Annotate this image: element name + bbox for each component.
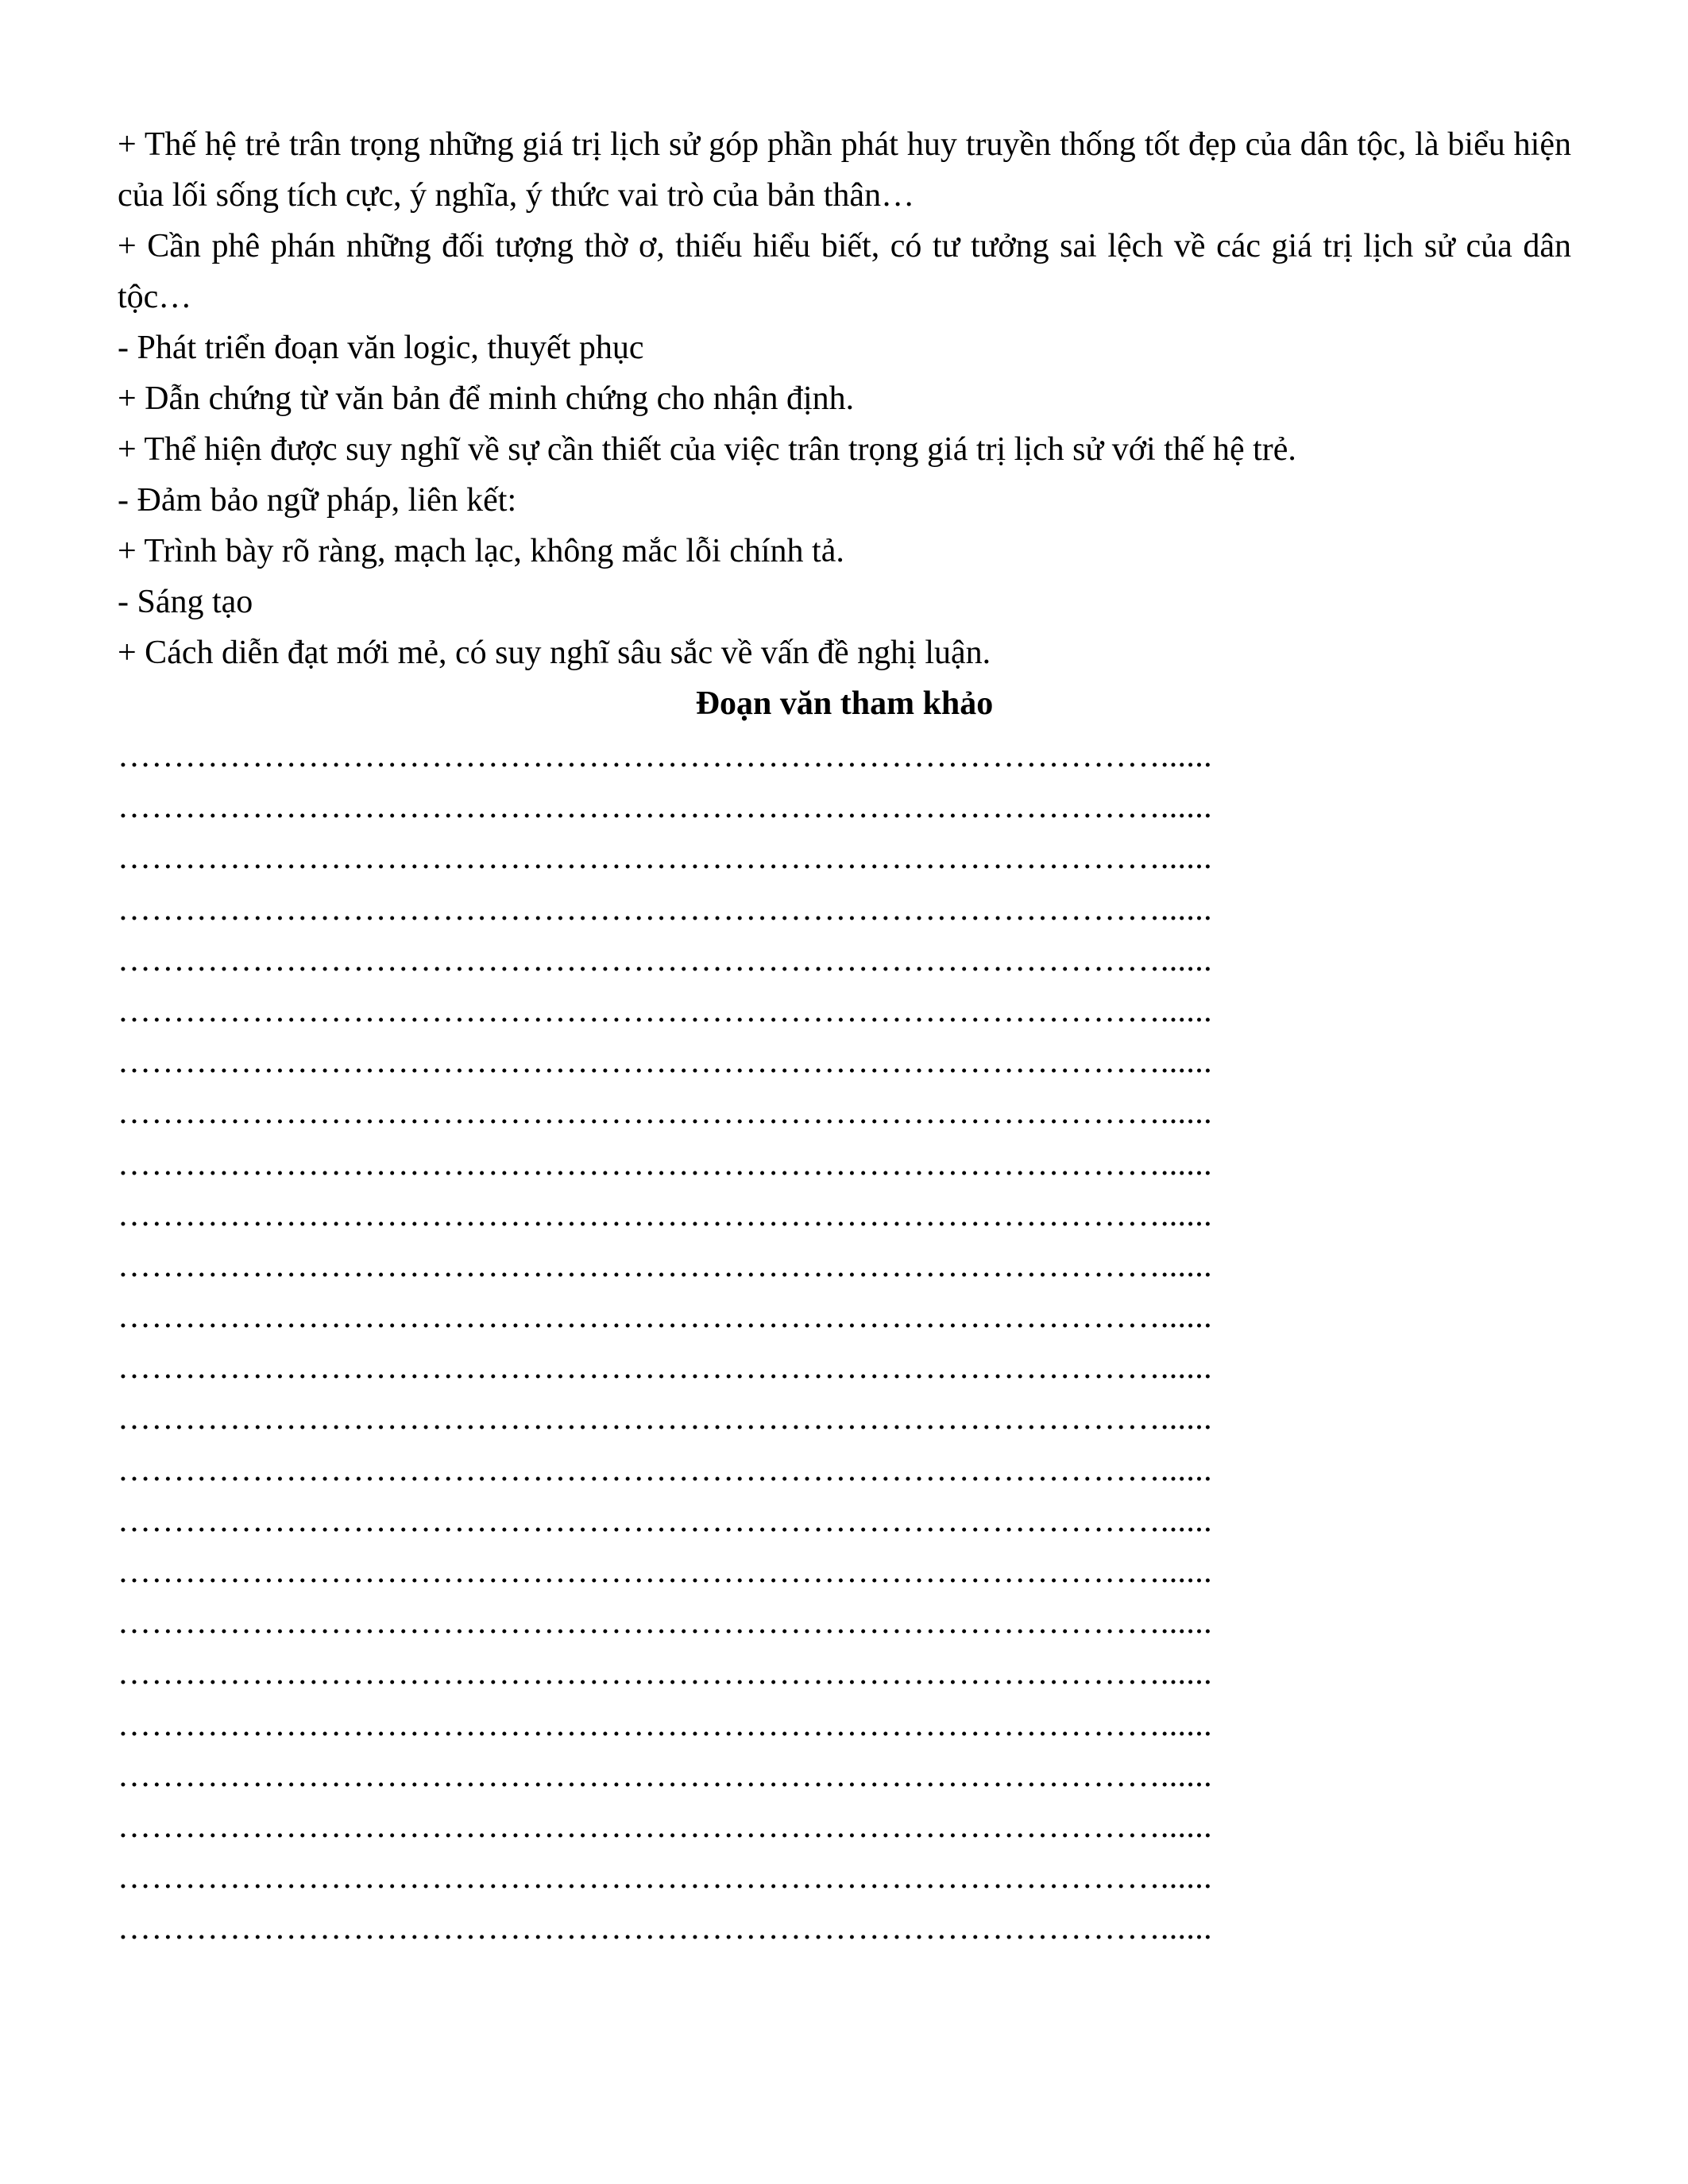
section-heading: Đoạn văn tham khảo: [695, 685, 994, 722]
bullet-novel-expression: + Cách diễn đạt mới mẻ, có suy nghĩ sâu sắc về vấn đề nghị luận.: [118, 635, 991, 671]
writing-line[interactable]: …………………………………………………………………………………......: [118, 1298, 1212, 1336]
writing-line[interactable]: …………………………………………………………………………………......: [118, 1349, 1212, 1387]
writing-line[interactable]: …………………………………………………………………………………......: [118, 1247, 1212, 1284]
writing-line[interactable]: …………………………………………………………………………………......: [118, 1145, 1212, 1183]
writing-line[interactable]: …………………………………………………………………………………......: [118, 1808, 1212, 1845]
writing-line[interactable]: …………………………………………………………………………………......: [118, 1706, 1212, 1743]
criterion-logical-paragraph: - Phát triển đoạn văn logic, thuyết phục: [118, 330, 644, 366]
writing-line[interactable]: …………………………………………………………………………………......: [118, 1451, 1212, 1488]
writing-line[interactable]: …………………………………………………………………………………......: [118, 839, 1212, 877]
writing-line[interactable]: …………………………………………………………………………………......: [118, 1196, 1212, 1233]
writing-area: [118, 731, 1571, 1954]
writing-line[interactable]: …………………………………………………………………………………......: [118, 1044, 1212, 1081]
bullet-clear-presentation: + Trình bày rõ ràng, mạch lạc, không mắc lỗi chính tả.: [118, 533, 844, 569]
writing-line[interactable]: …………………………………………………………………………………......: [118, 1757, 1212, 1794]
bullet-criticize-indifference: + Cần phê phán những đối tượng thờ ơ, thiếu hiểu biết, có tư tưởng sai lệch về các giá trị lịch sử của dân tộc…: [118, 228, 1571, 315]
writing-line[interactable]: …………………………………………………………………………………......: [118, 1910, 1212, 1947]
document-page: [118, 119, 1571, 1954]
writing-line[interactable]: …………………………………………………………………………………......: [118, 890, 1212, 928]
writing-line[interactable]: …………………………………………………………………………………......: [118, 1604, 1212, 1642]
writing-line[interactable]: …………………………………………………………………………………......: [118, 789, 1212, 826]
writing-line[interactable]: …………………………………………………………………………………......: [118, 738, 1212, 774]
writing-line[interactable]: …………………………………………………………………………………......: [118, 1553, 1212, 1590]
bullet-youth-values: + Thế hệ trẻ trân trọng những giá trị lịch sử góp phần phát huy truyền thống tốt đẹp của dân tộc, là biểu hiện của lối sống tích cực, ý nghĩa, ý thức vai trò của bản thân…: [118, 126, 1571, 214]
writing-line[interactable]: …………………………………………………………………………………......: [118, 992, 1212, 1029]
writing-line[interactable]: …………………………………………………………………………………......: [118, 941, 1212, 978]
writing-line[interactable]: …………………………………………………………………………………......: [118, 1094, 1212, 1132]
bullet-evidence: + Dẫn chứng từ văn bản để minh chứng cho nhận định.: [118, 380, 855, 417]
writing-line[interactable]: …………………………………………………………………………………......: [118, 1859, 1212, 1897]
bullet-necessity-thoughts: + Thể hiện được suy nghĩ về sự cần thiết của việc trân trọng giá trị lịch sử với thế hệ trẻ.: [118, 431, 1296, 468]
criterion-grammar-cohesion: - Đảm bảo ngữ pháp, liên kết:: [118, 482, 517, 519]
criterion-creativity: - Sáng tạo: [118, 584, 253, 620]
writing-line[interactable]: …………………………………………………………………………………......: [118, 1400, 1212, 1437]
writing-line[interactable]: …………………………………………………………………………………......: [118, 1502, 1212, 1539]
writing-line[interactable]: …………………………………………………………………………………......: [118, 1655, 1212, 1692]
